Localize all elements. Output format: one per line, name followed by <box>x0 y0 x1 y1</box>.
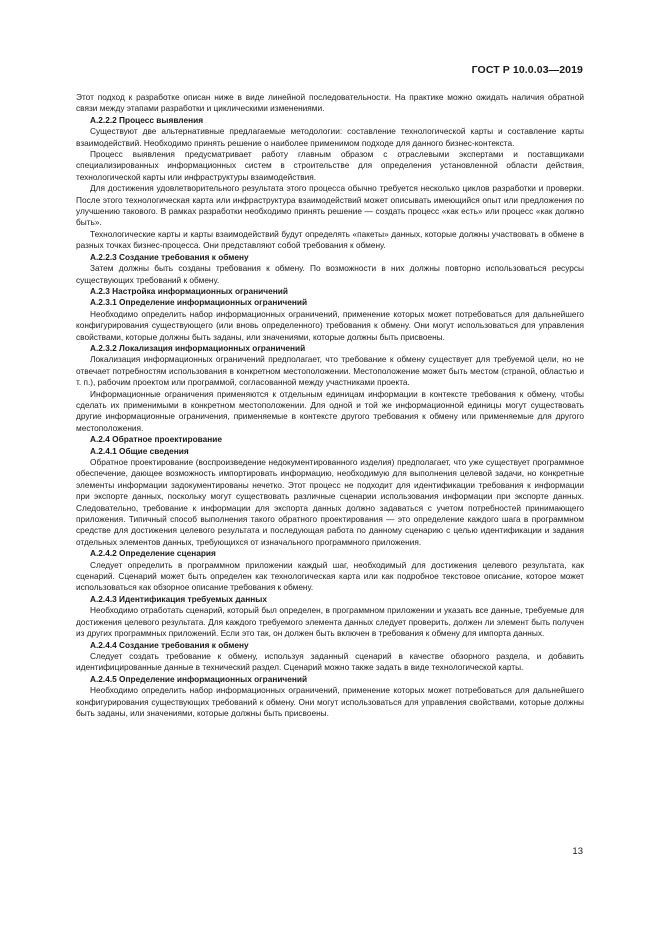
paragraph: Необходимо определить набор информационных ограничений, применение которых может потребоваться для дальнейшего конфигурирования существующих требований к обмену. Они могут использоваться для управления свойствами, которые должны быть заданы, или значениями, которые должны быть присвоены. <box>76 685 584 718</box>
section-heading: A.2.4.5 Определение информационных ограничений <box>90 673 308 684</box>
section-heading: A.2.2.2 Процесс выявления <box>90 114 204 125</box>
paragraph: Этот подход к разработке описан ниже в виде линейной последовательности. На практике можно ожидать наличия обратной связи между этапами разработки и циклическими изменениями. <box>76 92 584 114</box>
section-heading: A.2.4.2 Определение сценария <box>90 548 216 559</box>
paragraph: Затем должны быть созданы требования к обмену. По возможности в них должны повторно использоваться ресурсы существующих требований к обмену. <box>76 263 584 285</box>
paragraph: Обратное проектирование (воспроизведение недокументированного изделия) предполагает, что уже существует программное обеспечение, дающее возможность импортировать информацию, необходимую для выполнения целевой задачи, но конкретные элементы информации задокументированы нечетко. Этот процесс не подходит для идентификации требования к информации при экспорте данных, поскольку могут существовать различные сценарии использования информации при экспорте данных. Следовательно, требование к информации для экспорта данных должно задаваться с учетом потребностей принимающего приложения. Типичный способ выполнения такого обратного проектирования — это определение каждого шага в программном средстве для достижения целевого результата и последующая работа по данному сценарию с целью идентификации и задания отдельных элементов данных, требующихся от изначального программного приложения. <box>76 457 584 547</box>
paragraph: Технологические карты и карты взаимодействий будут определять «пакеты» данных, которые должны участвовать в обмене в разных точках бизнес-процесса. Они представляют собой требования к обмену. <box>76 228 584 251</box>
section-heading: A.2.3 Настройка информационных ограничений <box>90 285 288 296</box>
section-heading: A.2.4.4 Создание требования к обмену <box>90 639 249 650</box>
paragraph: Процесс выявления предусматривает работу главным образом с отраслевыми экспертами и поставщиками специализированных информационных систем в строительстве для определения установленной области действия, технологической карты или инфраструктуры взаимодействия. <box>76 149 584 182</box>
section-heading: A.2.3.1 Определение информационных ограничений <box>90 297 308 308</box>
document-id: ГОСТ Р 10.0.03—2019 <box>471 64 583 76</box>
paragraph: Необходимо определить набор информационных ограничений, применение которых может потребоваться для дальнейшего конфигурирования существующего (или вновь определенного) требования к обмену. Они могут использоваться для управления свойствами, которые должны быть заданы, или значениями, которые должны быть присвоены. <box>76 308 584 342</box>
section-heading: A.2.4.1 Общие сведения <box>90 445 189 456</box>
paragraph: Для достижения удовлетворительного результата этого процесса обычно требуется несколько циклов разработки и проверки. После этого технологическая карта или инфраструктура взаимодействий может описывать имеющийся опыт или предложения по улучшению такового. В рамках разработки необходимо принять решение — создать процесс «как есть» или процесс «как должно быть». <box>76 183 584 228</box>
section-heading: A.2.4.3 Идентификация требуемых данных <box>90 593 267 604</box>
page-number: 13 <box>572 846 583 857</box>
paragraph: Информационные ограничения применяются к отдельным единицам информации в контексте требования к обмену, чтобы сделать их применимыми в конкретном местоположении. Для одной и той же информационной единицы могут существовать другие информационные ограничения, применяемые в контексте другого требования к обмену или применяемые для другого местоположения. <box>76 388 584 433</box>
section-heading: A.2.3.2 Локализация информационных ограничений <box>90 342 306 353</box>
paragraph: Следует определить в программном приложении каждый шаг, необходимый для достижения целевого результата, как сценарий. Сценарий может быть определен как технологическая карта или как подробное текстовое описание, которое может использоваться как обзорное описание требования к обмену. <box>76 559 584 593</box>
paragraph: Необходимо отработать сценарий, который был определен, в программном приложении и указать все данные, требуемые для достижения целевого результата. Для каждого требуемого элемента данных следует проверить, должен ли элемент быть получен из других программных приложений. Если это так, он должен быть включен в требования к обмену для импорта данных. <box>76 605 584 639</box>
section-heading: A.2.2.3 Создание требования к обмену <box>90 251 249 262</box>
paragraph: Существуют две альтернативные предлагаемые методологии: составление технологической карты и составление карты взаимодействий. Необходимо принять решение о наиболее применимом подходе для данного бизнес-контекста. <box>76 126 584 148</box>
section-heading: A.2.4 Обратное проектирование <box>90 434 223 445</box>
paragraph: Следует создать требование к обмену, используя заданный сценарий в качестве обзорного раздела, и добавить идентифицированные данные в технический раздел. Сценарий можно также задать в виде технологической карты. <box>76 650 584 673</box>
page-body <box>76 92 584 719</box>
paragraph: Локализация информационных ограничений предполагает, что требование к обмену существует для требуемой цели, но не отвечает потребностям использования в конкретном местоположении. Местоположение может быть местом (страной, областью и т. п.), рабочим проектом или программой, согласованной между участниками проекта. <box>76 354 584 388</box>
